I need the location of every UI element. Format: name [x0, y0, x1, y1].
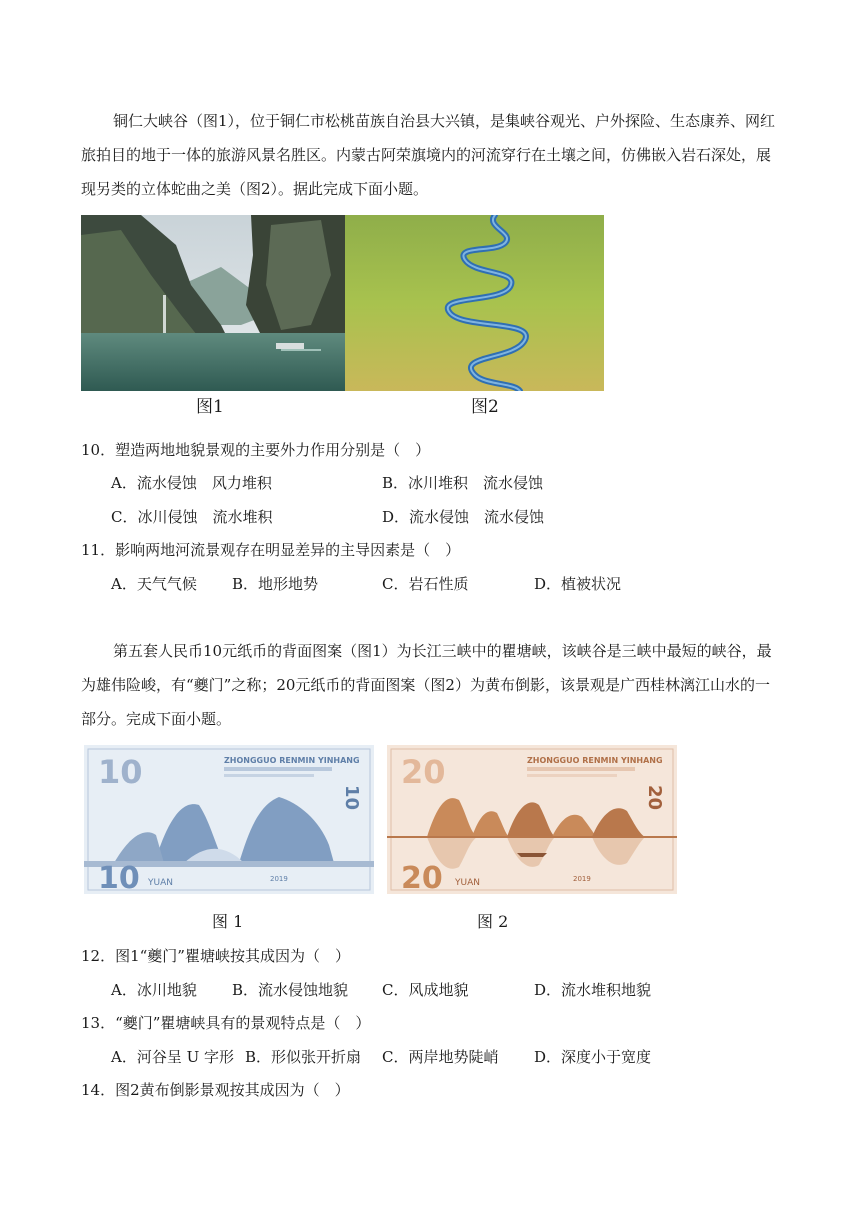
question-12-option-a[interactable]: A．冰川地貌	[111, 981, 197, 999]
banknote-20-header: ZHONGGUO RENMIN YINHANG	[527, 756, 663, 765]
figure-2-caption-banknote: 图 2	[477, 912, 509, 931]
banknote-10-corner-numeral: 10	[98, 753, 143, 791]
passage-1	[81, 104, 779, 206]
question-10-option-c[interactable]: C．冰川侵蚀 流水堆积	[111, 508, 273, 526]
question-10-option-d[interactable]: D．流水侵蚀 流水侵蚀	[382, 508, 545, 526]
banknote-10-yuan: YUAN	[148, 878, 173, 888]
question-13-stem: 13．“夔门”瞿塘峡具有的景观特点是（ ）	[81, 1014, 371, 1032]
question-11-option-c[interactable]: C．岩石性质	[382, 575, 469, 593]
question-13-option-d[interactable]: D．深度小于宽度	[534, 1048, 652, 1066]
question-12-stem: 12．图1“夔门”瞿塘峡按其成因为（ ）	[81, 947, 350, 965]
passage-2-text: 第五套人民币10元纸币的背面图案（图1）为长江三峡中的瞿塘峡，该峡谷是三峡中最短的峡谷，最为雄伟险峻，有“夔门”之称；20元纸币的背面图案（图2）为黄布倒影，该景观是广西桂林漓江山水的一部分。完成下面小题。	[81, 642, 772, 728]
question-12-option-c[interactable]: C．风成地貌	[382, 981, 469, 999]
banknote-20-yuan: YUAN	[455, 878, 480, 888]
passage-2	[81, 634, 779, 736]
question-11-option-a[interactable]: A．天气气候	[111, 575, 197, 593]
question-12-option-b[interactable]: B．流水侵蚀地貌	[232, 981, 349, 999]
figure-2-caption: 图2	[471, 397, 499, 417]
meander-river-photo	[345, 215, 604, 391]
banknote-10-numeral: 10	[98, 861, 140, 894]
figure-1-caption-banknote: 图 1	[212, 912, 244, 931]
banknote-10-year: 2019	[270, 875, 288, 883]
question-13-option-a[interactable]: A．河谷呈 U 字形	[111, 1048, 235, 1066]
question-12-option-d[interactable]: D．流水堆积地貌	[534, 981, 652, 999]
question-10-option-a[interactable]: A．流水侵蚀 风力堆积	[111, 474, 272, 492]
banknote-20-image	[387, 745, 677, 894]
passage-1-text: 铜仁大峡谷（图1），位于铜仁市松桃苗族自治县大兴镇，是集峡谷观光、户外探险、生态康养、网红旅拍目的地于一体的旅游风景名胜区。内蒙古阿荣旗境内的河流穿行在土壤之间，仿佛嵌入岩石深处，展现另类的立体蛇曲之美（图2）。据此完成下面小题。	[81, 112, 776, 198]
question-13-option-b[interactable]: B．形似张开折扇	[245, 1048, 362, 1066]
question-13-option-c[interactable]: C．两岸地势陡峭	[382, 1048, 499, 1066]
question-11-option-b[interactable]: B．地形地势	[232, 575, 319, 593]
banknote-20-corner-numeral: 20	[401, 753, 446, 791]
question-10-stem: 10．塑造两地地貌景观的主要外力作用分别是（ ）	[81, 441, 431, 459]
banknote-10-header: ZHONGGUO RENMIN YINHANG	[224, 756, 360, 765]
banknote-20-numeral: 20	[401, 861, 443, 894]
question-11-stem: 11．影响两地河流景观存在明显差异的主导因素是（ ）	[81, 541, 461, 559]
question-14-stem: 14．图2黄布倒影景观按其成因为（ ）	[81, 1081, 350, 1099]
banknote-20-year: 2019	[573, 875, 591, 883]
question-11-option-d[interactable]: D．植被状况	[534, 575, 622, 593]
question-10-option-b[interactable]: B．冰川堆积 流水侵蚀	[382, 474, 544, 492]
figure-1-caption: 图1	[196, 397, 224, 417]
banknote-10-image	[84, 745, 374, 894]
banknote-20-side-numeral: 20	[644, 785, 665, 811]
canyon-photo	[81, 215, 345, 391]
banknote-10-side-numeral: 10	[341, 785, 362, 811]
